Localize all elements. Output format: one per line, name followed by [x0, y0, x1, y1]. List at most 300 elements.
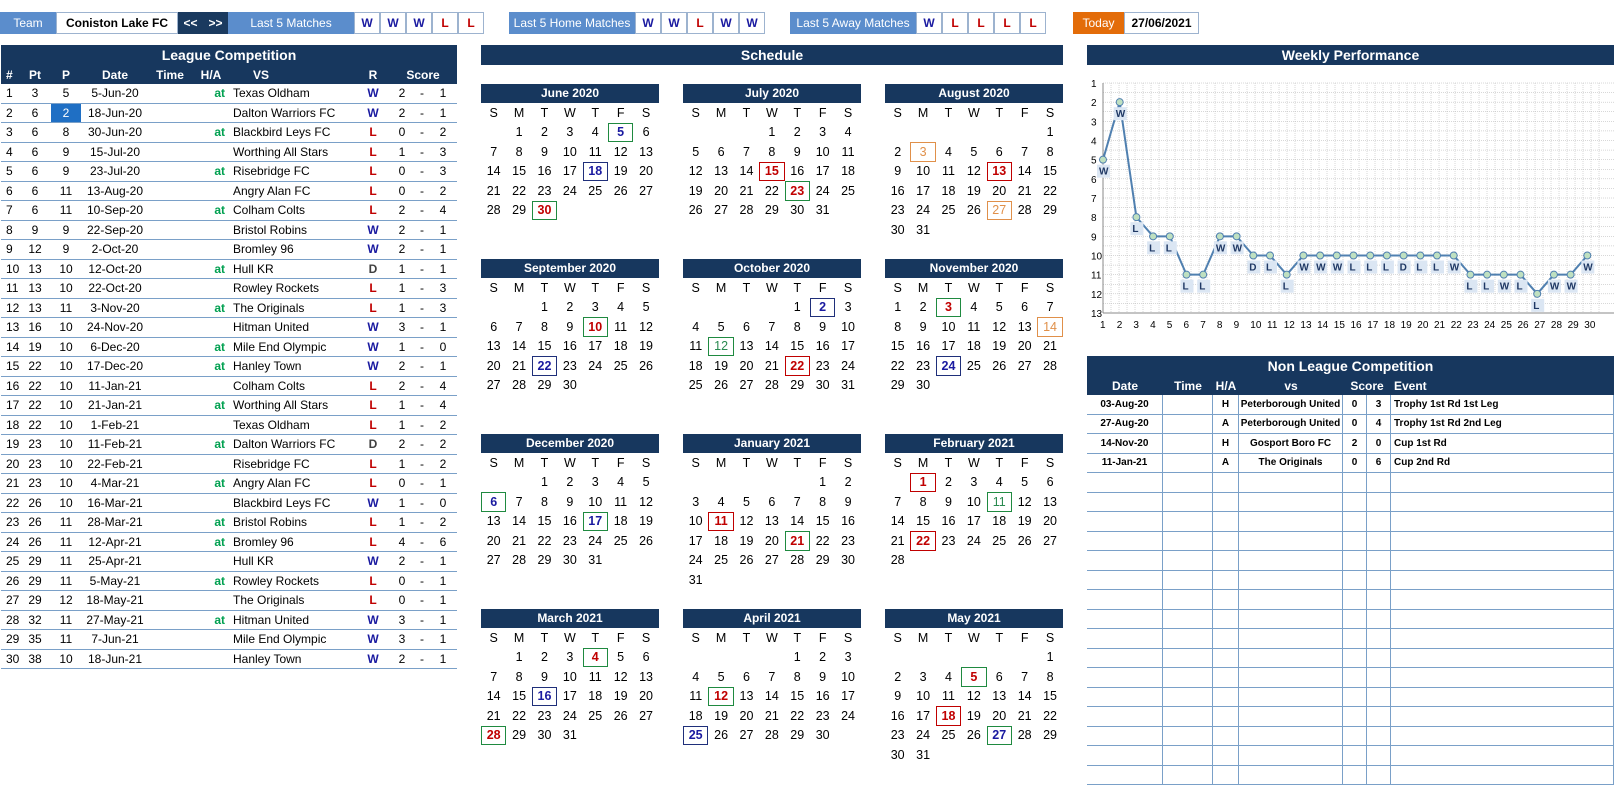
calendar-day[interactable]: 6	[995, 144, 1003, 159]
calendar-day[interactable]: 1	[1046, 650, 1054, 665]
calendar-day[interactable]: 12	[639, 494, 653, 509]
calendar-day[interactable]: 10	[916, 164, 931, 179]
calendar-day[interactable]: 6	[743, 669, 750, 684]
calendar-day[interactable]: 10	[562, 144, 577, 159]
calendar-day[interactable]: 30	[841, 553, 855, 568]
calendar-day[interactable]: 8	[541, 319, 548, 334]
calendar-day[interactable]: 11	[941, 164, 955, 179]
calendar-day[interactable]: 22	[1043, 708, 1057, 723]
calendar-day[interactable]: 20	[1017, 339, 1032, 354]
calendar-day[interactable]: 22	[910, 531, 935, 551]
calendar-day[interactable]: 21	[1043, 339, 1057, 354]
calendar-day[interactable]: 2	[894, 669, 902, 684]
calendar-day[interactable]: 25	[613, 358, 628, 373]
table-row[interactable]	[1087, 668, 1614, 688]
calendar-day[interactable]: 21	[764, 358, 779, 373]
calendar-day[interactable]: 12	[966, 164, 981, 179]
calendar-day[interactable]: 28	[1017, 728, 1032, 743]
calendar-day[interactable]: 4	[945, 669, 952, 684]
calendar-day[interactable]: 22	[512, 183, 527, 198]
calendar-day[interactable]: 3	[844, 650, 852, 665]
calendar-day[interactable]: 8	[819, 494, 827, 509]
calendar-day[interactable]: 22	[512, 708, 527, 723]
calendar-day[interactable]: 19	[966, 183, 981, 198]
calendar-day[interactable]: 7	[768, 319, 776, 334]
calendar-day[interactable]: 15	[537, 339, 552, 354]
calendar-day[interactable]: 1	[515, 125, 523, 140]
calendar-day[interactable]: 29	[764, 203, 779, 218]
calendar-day[interactable]: 1	[819, 475, 827, 490]
table-row[interactable]	[1, 591, 457, 611]
calendar-day[interactable]: 30	[562, 378, 577, 393]
table-row[interactable]	[1087, 473, 1614, 493]
calendar-day[interactable]: 4	[692, 319, 700, 334]
table-row[interactable]	[1087, 727, 1614, 747]
calendar-day[interactable]: 24	[936, 356, 961, 376]
calendar-day[interactable]: 13	[1043, 494, 1057, 509]
calendar-day[interactable]: 28	[790, 553, 805, 568]
calendar-day[interactable]: 24	[562, 708, 577, 723]
calendar-day[interactable]: 20	[486, 533, 501, 548]
calendar-day[interactable]: 3	[566, 650, 574, 665]
calendar-day[interactable]: 22	[1043, 183, 1057, 198]
calendar-day[interactable]: 13	[987, 162, 1012, 182]
calendar-day[interactable]: 15	[512, 689, 527, 704]
calendar-day[interactable]: 4	[970, 300, 978, 315]
calendar-day[interactable]: 31	[815, 203, 830, 218]
calendar-day[interactable]: 21	[1017, 183, 1032, 198]
calendar-day[interactable]: 5	[1021, 475, 1029, 490]
calendar-day[interactable]: 8	[541, 494, 548, 509]
calendar-day[interactable]: 5	[970, 144, 978, 159]
calendar-day[interactable]: 28	[764, 728, 779, 743]
calendar-day[interactable]: 30	[890, 747, 905, 762]
calendar-day[interactable]: 3	[919, 669, 927, 684]
table-row[interactable]	[1087, 610, 1614, 630]
calendar-day[interactable]: 9	[541, 144, 548, 159]
calendar-day[interactable]: 17	[841, 689, 855, 704]
calendar-day[interactable]: 12	[708, 337, 733, 357]
calendar-day[interactable]: 17	[916, 708, 931, 723]
calendar-day[interactable]: 1	[910, 473, 935, 493]
table-row[interactable]	[1, 201, 457, 221]
calendar-day[interactable]: 7	[793, 494, 801, 509]
calendar-day[interactable]: 13	[1017, 319, 1032, 334]
calendar-day[interactable]: 4	[583, 648, 608, 668]
table-row[interactable]	[1087, 434, 1614, 454]
table-row[interactable]	[1, 260, 457, 280]
calendar-day[interactable]: 10	[688, 514, 703, 529]
calendar-day[interactable]: 14	[1017, 164, 1032, 179]
calendar-day[interactable]: 17	[916, 183, 931, 198]
calendar-day[interactable]: 12	[613, 669, 628, 684]
calendar-day[interactable]: 11	[708, 512, 733, 532]
table-row[interactable]	[1087, 649, 1614, 669]
calendar-day[interactable]: 2	[844, 475, 852, 490]
calendar-day[interactable]: 10	[588, 494, 603, 509]
calendar-day[interactable]: 30	[532, 201, 557, 221]
table-row[interactable]	[1087, 454, 1614, 474]
calendar-day[interactable]: 17	[562, 164, 577, 179]
calendar-day[interactable]: 12	[708, 687, 733, 707]
calendar-day[interactable]: 17	[841, 339, 855, 354]
table-row[interactable]	[1, 611, 457, 631]
calendar-day[interactable]: 27	[987, 726, 1012, 746]
calendar-day[interactable]: 27	[987, 201, 1012, 221]
calendar-day[interactable]: 4	[591, 125, 599, 140]
calendar-day[interactable]: 25	[613, 533, 628, 548]
calendar-day[interactable]: 8	[515, 669, 523, 684]
calendar-day[interactable]: 2	[566, 475, 574, 490]
table-row[interactable]	[1, 357, 457, 377]
calendar-day[interactable]: 5	[642, 475, 650, 490]
calendar-day[interactable]: 2	[566, 300, 574, 315]
calendar-day[interactable]: 24	[562, 183, 577, 198]
calendar-day[interactable]: 15	[1043, 689, 1057, 704]
calendar-day[interactable]: 7	[1046, 300, 1054, 315]
calendar-day[interactable]: 30	[815, 728, 830, 743]
calendar-day[interactable]: 23	[537, 708, 552, 723]
calendar-day[interactable]: 2	[894, 144, 902, 159]
calendar-day[interactable]: 14	[1017, 689, 1032, 704]
calendar-day[interactable]: 6	[642, 125, 650, 140]
calendar-day[interactable]: 7	[515, 319, 523, 334]
calendar-day[interactable]: 22	[790, 708, 805, 723]
calendar-day[interactable]: 8	[894, 319, 902, 334]
calendar-day[interactable]: 16	[941, 514, 956, 529]
calendar-day[interactable]: 13	[714, 164, 729, 179]
calendar-day[interactable]: 12	[688, 164, 703, 179]
calendar-day[interactable]: 18	[613, 514, 628, 529]
calendar-day[interactable]: 11	[689, 339, 703, 354]
table-row[interactable]	[1, 123, 457, 143]
calendar-day[interactable]: 24	[841, 358, 855, 373]
calendar-day[interactable]: 6	[481, 492, 506, 512]
calendar-day[interactable]: 15	[790, 339, 805, 354]
calendar-day[interactable]: 31	[916, 222, 931, 237]
table-row[interactable]	[1, 221, 457, 241]
calendar-day[interactable]: 15	[890, 339, 905, 354]
calendar-day[interactable]: 2	[810, 298, 835, 318]
calendar-day[interactable]: 16	[532, 687, 557, 707]
calendar-day[interactable]: 14	[764, 339, 779, 354]
calendar-day[interactable]: 7	[515, 494, 523, 509]
calendar-day[interactable]: 28	[512, 378, 527, 393]
calendar-day[interactable]: 29	[512, 203, 527, 218]
calendar-day[interactable]: 15	[790, 689, 805, 704]
calendar-day[interactable]: 6	[642, 650, 650, 665]
calendar-day[interactable]: 16	[890, 183, 905, 198]
calendar-day[interactable]: 20	[992, 708, 1007, 723]
calendar-day[interactable]: 19	[714, 358, 729, 373]
calendar-day[interactable]: 8	[1046, 144, 1054, 159]
calendar-day[interactable]: 5	[692, 144, 700, 159]
calendar-day[interactable]: 2	[919, 300, 927, 315]
calendar-day[interactable]: 5	[717, 319, 725, 334]
calendar-day[interactable]: 23	[785, 181, 810, 201]
table-row[interactable]	[1087, 629, 1614, 649]
calendar-day[interactable]: 29	[512, 728, 527, 743]
calendar-day[interactable]: 21	[890, 533, 905, 548]
calendar-day[interactable]: 15	[759, 162, 784, 182]
calendar-day[interactable]: 4	[995, 475, 1003, 490]
calendar-day[interactable]: 4	[844, 125, 852, 140]
calendar-day[interactable]: 13	[739, 339, 754, 354]
calendar-day[interactable]: 18	[688, 708, 703, 723]
calendar-day[interactable]: 13	[639, 669, 653, 684]
table-row[interactable]	[1, 435, 457, 455]
calendar-day[interactable]: 20	[639, 689, 653, 704]
table-row[interactable]	[1, 377, 457, 397]
calendar-day[interactable]: 28	[512, 553, 527, 568]
calendar-day[interactable]: 1	[793, 650, 801, 665]
calendar-day[interactable]: 18	[992, 514, 1007, 529]
calendar-day[interactable]: 21	[764, 708, 779, 723]
calendar-day[interactable]: 10	[583, 317, 608, 337]
calendar-day[interactable]: 2	[541, 125, 548, 140]
calendar-day[interactable]: 19	[688, 183, 703, 198]
calendar-day[interactable]: 18	[966, 339, 981, 354]
calendar-day[interactable]: 20	[739, 708, 754, 723]
table-row[interactable]	[1, 338, 457, 358]
table-row[interactable]	[1087, 766, 1614, 786]
calendar-day[interactable]: 2	[819, 650, 827, 665]
calendar-day[interactable]: 9	[793, 144, 801, 159]
calendar-day[interactable]: 26	[739, 553, 754, 568]
calendar-day[interactable]: 25	[588, 708, 603, 723]
calendar-day[interactable]: 26	[714, 378, 729, 393]
calendar-day[interactable]: 18	[936, 706, 961, 726]
calendar-day[interactable]: 12	[739, 514, 754, 529]
calendar-day[interactable]: 9	[566, 494, 574, 509]
calendar-day[interactable]: 19	[1017, 514, 1032, 529]
calendar-day[interactable]: 19	[613, 689, 628, 704]
calendar-day[interactable]: 14	[486, 164, 501, 179]
calendar-day[interactable]: 15	[1043, 164, 1057, 179]
calendar-day[interactable]: 26	[966, 728, 981, 743]
calendar-day[interactable]: 30	[537, 728, 552, 743]
calendar-day[interactable]: 3	[566, 125, 574, 140]
calendar-day[interactable]: 6	[995, 669, 1003, 684]
calendar-day[interactable]: 6	[768, 494, 776, 509]
calendar-day[interactable]: 14	[512, 514, 527, 529]
calendar-day[interactable]: 29	[1043, 728, 1057, 743]
calendar-day[interactable]: 3	[819, 125, 827, 140]
calendar-day[interactable]: 16	[815, 689, 830, 704]
calendar-day[interactable]: 15	[512, 164, 527, 179]
prev-team-button[interactable]: <<	[178, 12, 203, 34]
calendar-day[interactable]: 31	[841, 378, 855, 393]
calendar-day[interactable]: 21	[739, 183, 754, 198]
calendar-day[interactable]: 10	[562, 669, 577, 684]
calendar-day[interactable]: 2	[793, 125, 801, 140]
calendar-day[interactable]: 14	[890, 514, 905, 529]
calendar-day[interactable]: 27	[739, 728, 754, 743]
calendar-day[interactable]: 24	[916, 728, 931, 743]
calendar-day[interactable]: 23	[890, 203, 905, 218]
calendar-day[interactable]: 19	[639, 339, 653, 354]
table-row[interactable]	[1, 396, 457, 416]
calendar-day[interactable]: 20	[764, 533, 779, 548]
calendar-day[interactable]: 24	[916, 203, 931, 218]
calendar-day[interactable]: 18	[841, 164, 855, 179]
table-row[interactable]	[1, 416, 457, 436]
calendar-day[interactable]: 3	[844, 300, 852, 315]
calendar-day[interactable]: 14	[1037, 317, 1062, 337]
table-row[interactable]	[1, 533, 457, 553]
table-row[interactable]	[1, 240, 457, 260]
calendar-day[interactable]: 9	[819, 669, 827, 684]
calendar-day[interactable]: 3	[970, 475, 978, 490]
calendar-day[interactable]: 1	[793, 300, 801, 315]
calendar-day[interactable]: 17	[583, 512, 608, 532]
calendar-day[interactable]: 22	[532, 356, 557, 376]
table-row[interactable]	[1, 84, 457, 104]
calendar-day[interactable]: 30	[815, 378, 830, 393]
calendar-day[interactable]: 7	[490, 144, 498, 159]
calendar-day[interactable]: 27	[1017, 358, 1032, 373]
calendar-day[interactable]: 13	[486, 514, 501, 529]
team-selector[interactable]: Coniston Lake FC	[56, 12, 178, 34]
calendar-day[interactable]: 17	[941, 339, 956, 354]
calendar-day[interactable]: 12	[1017, 494, 1032, 509]
calendar-day[interactable]: 25	[841, 183, 855, 198]
calendar-day[interactable]: 4	[692, 669, 700, 684]
calendar-day[interactable]: 5	[743, 494, 750, 509]
calendar-day[interactable]: 6	[490, 319, 498, 334]
table-row[interactable]	[1, 143, 457, 163]
calendar-day[interactable]: 9	[894, 164, 902, 179]
calendar-day[interactable]: 27	[486, 378, 501, 393]
calendar-day[interactable]: 9	[541, 669, 548, 684]
calendar-day[interactable]: 3	[692, 494, 700, 509]
calendar-day[interactable]: 5	[995, 300, 1003, 315]
table-row[interactable]	[1, 572, 457, 592]
calendar-day[interactable]: 1	[541, 475, 548, 490]
calendar-day[interactable]: 1	[541, 300, 548, 315]
table-row[interactable]	[1087, 532, 1614, 552]
calendar-day[interactable]: 10	[841, 319, 855, 334]
calendar-day[interactable]: 30	[916, 378, 931, 393]
calendar-day[interactable]: 23	[537, 183, 552, 198]
table-row[interactable]	[1, 650, 457, 670]
calendar-day[interactable]: 22	[537, 533, 552, 548]
calendar-day[interactable]: 30	[890, 222, 905, 237]
calendar-day[interactable]: 22	[785, 356, 810, 376]
calendar-day[interactable]: 19	[639, 514, 653, 529]
calendar-day[interactable]: 1	[1046, 125, 1054, 140]
table-row[interactable]	[1087, 590, 1614, 610]
calendar-day[interactable]: 29	[790, 728, 805, 743]
calendar-day[interactable]: 9	[894, 689, 902, 704]
calendar-day[interactable]: 2	[541, 650, 548, 665]
table-row[interactable]	[1087, 688, 1614, 708]
calendar-day[interactable]: 28	[764, 378, 779, 393]
calendar-day[interactable]: 17	[966, 514, 981, 529]
calendar-day[interactable]: 4	[945, 144, 952, 159]
calendar-day[interactable]: 13	[739, 689, 754, 704]
calendar-day[interactable]: 12	[966, 689, 981, 704]
calendar-day[interactable]: 24	[841, 708, 855, 723]
calendar-day[interactable]: 27	[764, 553, 779, 568]
calendar-day[interactable]: 27	[639, 708, 653, 723]
calendar-day[interactable]: 28	[1043, 358, 1057, 373]
calendar-day[interactable]: 11	[941, 689, 955, 704]
calendar-day[interactable]: 15	[916, 514, 931, 529]
calendar-day[interactable]: 10	[815, 144, 830, 159]
calendar-day[interactable]: 19	[739, 533, 754, 548]
calendar-day[interactable]: 24	[815, 183, 830, 198]
calendar-day[interactable]: 7	[743, 144, 750, 159]
calendar-day[interactable]: 21	[486, 183, 501, 198]
calendar-day[interactable]: 11	[841, 144, 855, 159]
calendar-day[interactable]: 29	[1043, 203, 1057, 218]
calendar-day[interactable]: 4	[717, 494, 725, 509]
calendar-day[interactable]: 15	[537, 514, 552, 529]
calendar-day[interactable]: 26	[1017, 533, 1032, 548]
calendar-day[interactable]: 14	[739, 164, 754, 179]
calendar-day[interactable]: 13	[639, 144, 653, 159]
calendar-day[interactable]: 25	[992, 533, 1007, 548]
table-row[interactable]	[1, 318, 457, 338]
calendar-day[interactable]: 16	[916, 339, 931, 354]
calendar-day[interactable]: 9	[819, 319, 827, 334]
calendar-day[interactable]: 29	[537, 378, 552, 393]
calendar-day[interactable]: 20	[739, 358, 754, 373]
calendar-day[interactable]: 26	[966, 203, 981, 218]
calendar-day[interactable]: 24	[588, 358, 603, 373]
calendar-day[interactable]: 3	[910, 142, 935, 162]
calendar-day[interactable]: 7	[768, 669, 776, 684]
calendar-day[interactable]: 25	[941, 728, 956, 743]
calendar-day[interactable]: 21	[1017, 708, 1032, 723]
calendar-day[interactable]: 14	[512, 339, 527, 354]
table-row[interactable]	[1087, 707, 1614, 727]
calendar-day[interactable]: 28	[481, 726, 506, 746]
calendar-day[interactable]: 16	[890, 708, 905, 723]
calendar-day[interactable]: 7	[1021, 669, 1029, 684]
table-row[interactable]	[1087, 415, 1614, 435]
calendar-day[interactable]: 18	[583, 162, 608, 182]
calendar-day[interactable]: 9	[945, 494, 952, 509]
calendar-day[interactable]: 6	[1046, 475, 1054, 490]
calendar-day[interactable]: 25	[588, 183, 603, 198]
calendar-day[interactable]: 28	[890, 553, 905, 568]
calendar-day[interactable]: 21	[785, 531, 810, 551]
calendar-day[interactable]: 20	[639, 164, 653, 179]
calendar-day[interactable]: 28	[1017, 203, 1032, 218]
table-row[interactable]	[1, 162, 457, 182]
calendar-day[interactable]: 18	[941, 183, 956, 198]
calendar-day[interactable]: 26	[688, 203, 703, 218]
calendar-day[interactable]: 16	[815, 339, 830, 354]
calendar-day[interactable]: 23	[916, 358, 931, 373]
calendar-day[interactable]: 3	[936, 298, 961, 318]
calendar-day[interactable]: 7	[1021, 144, 1029, 159]
calendar-day[interactable]: 5	[717, 669, 725, 684]
table-row[interactable]	[1087, 512, 1614, 532]
calendar-day[interactable]: 23	[815, 358, 830, 373]
calendar-day[interactable]: 4	[617, 300, 625, 315]
calendar-day[interactable]: 12	[613, 144, 628, 159]
table-row[interactable]	[1, 630, 457, 650]
calendar-day[interactable]: 24	[966, 533, 981, 548]
calendar-day[interactable]: 20	[486, 358, 501, 373]
calendar-day[interactable]: 24	[688, 553, 703, 568]
calendar-day[interactable]: 25	[966, 358, 981, 373]
calendar-day[interactable]: 24	[588, 533, 603, 548]
calendar-day[interactable]: 16	[562, 339, 577, 354]
